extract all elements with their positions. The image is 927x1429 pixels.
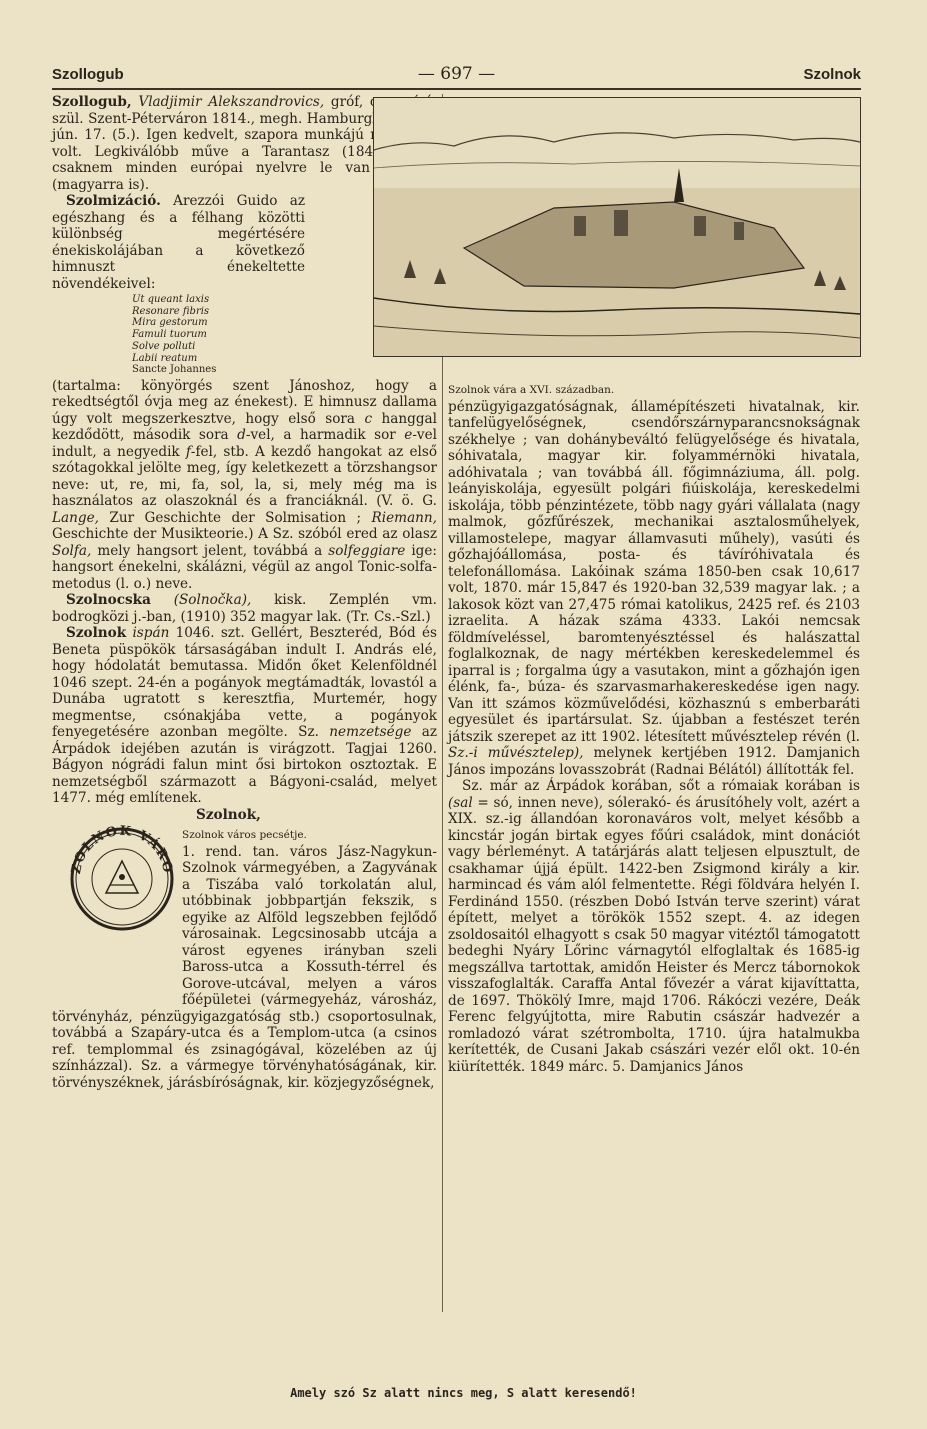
entry-text: -fel, stb. A kezdő hangokat az első szótagokkal jelölte meg, így keletkezett a törzshangsor neve: ut, re, mi, fa, sol, la, si, mely még ma is használatos az olaszoknál és a franciáknál. (V. ö. G.: [52, 443, 438, 510]
entry-text: gróf, orosz író, szül. Szent-Péterváron 1814., megh. Hamburgban 1882 jún. 17. (5.). Igen kedvelt, szapora munkájú regényíró volt. Legkiválóbb műve a Tarantasz (1845), mely csaknem minden európai nyelvre le van fordítva (magyarra is).: [52, 94, 437, 193]
seal-inscription: ZOLNOK VÁRO: [68, 823, 176, 876]
entry-text: -vel indult, a negyedik: [52, 427, 437, 460]
page-number: — 697 —: [417, 64, 496, 84]
entry-headword: Szolnok,: [196, 806, 261, 823]
header-left-word: Szollogub: [52, 66, 124, 83]
entry-headword: Szollogub,: [52, 94, 132, 110]
entry-text: Geschichte der Musikteorie.) A Sz. szóból ered az olasz: [52, 526, 437, 543]
hymn-line: Resonare fibris: [132, 305, 210, 317]
entry-szolnocska: [52, 592, 437, 625]
entry-text: Sz. már az Árpádok korában, sőt a rómaiak korában is: [462, 778, 860, 794]
entry-text: az Árpádok idejében azután is virágzott. Tagjai 1260. Bágyon nógrádi falun mint ősi birtokon osztoztak. E nemzetségből származott a Bágyoni-család, melyet 1477. még említenek.: [52, 724, 438, 807]
entry-text: pénzügyigazgatóságnak, államépítészeti hivatalnak, kir. tanfelügyelőségnek, csendőrszárnyparancsnokságnak székhelye ; van dohánybeváltó felügyelősége és hivatala, sóhivatala, magyar kir. folyammérnöki hivatala, adóhivatala ; van továbbá áll. főgimnáziuma, áll. polg. leányiskolája, egyesült polgári fiúiskolája, kereskedelmi iskolája, több pénzintézete, több nagy gyári vállalata (nagy malmok, gőzfűrészek, mechanikai asztalosműhelyek, villamostelepe, magyar államvasuti műhely), vasúti és gőzhajóállomása, posta- és távíróhivatala és telefonállomása. Lakóinak száma 1850-ben csak 10,617 volt, 1870. már 15,847 és 1920-ban 32,539 magyar lak. ; a lakosok közt van 27,475 római katolikus, 2425 ref. és 2103 izraelita. A házak száma 4333. Lakói nemcsak földmíveléssel, baromtenyésztéssel és halászattal foglalkoznak, de nagy mértékben kereskedelemmel és iparral is ; forgalma úgy a vasutakon, mint a gőzhajón igen élénk, fa-, búza- és szarvasmarhakereskedése igen nagy. Van itt számos közművelődési, közhasznú s emberbaráti egyesület és ipartársulat. Sz. újabban a festészet terén játszik szerepet az itt 1902. létesített művésztelep révén (l.: [448, 398, 860, 745]
hymn-line: Ut queant laxis: [132, 294, 210, 305]
entry-fullname: Vladjimir Alekszandrovics,: [138, 94, 325, 110]
engraving-caption: Szolnok vára a XVI. században.: [448, 384, 615, 396]
note-letter: e: [404, 427, 413, 444]
entry-text: -vel, a harmadik sor: [245, 427, 405, 444]
castle-engraving-figure: [368, 97, 866, 382]
entry-text: (tartalma: könyörgés szent Jánoshoz, hogy a rekedtségtől óvja meg az énekest). E himnusz dallama úgy volt megszerkesztve, hogy első sora: [52, 377, 437, 427]
entry-text: melynek kertjében 1912. Damjanich János impozáns lovasszobrát (Radnai Bélától) állították fel.: [448, 745, 861, 778]
running-header: [52, 62, 861, 86]
author-name: Riemann,: [371, 509, 437, 526]
hymn-line: Labii reatum: [132, 352, 198, 364]
header-right-word: Szolnok: [803, 66, 861, 83]
svg-text:SZOLNOK VÁROS: [66, 815, 175, 875]
hymn-line: Sancte Johannes: [132, 364, 217, 376]
hymn-line: Mira gestorum: [132, 317, 208, 329]
term: Solfa,: [52, 542, 92, 559]
entry-text: Arezzói Guido az egészhang és a félhang közötti különbség megértésére énekiskolájában a következő himnuszt énekeltette növendékeivel:: [52, 193, 305, 292]
right-column: [448, 94, 860, 1075]
entry-szolnok-ispan: [52, 625, 437, 807]
entry-headword: Szolnok: [66, 625, 127, 642]
term: (sal: [448, 794, 473, 811]
entry-szolnok-history: [448, 778, 860, 1075]
term: solfeggiare: [328, 542, 406, 559]
hymn-line: Famuli tuorum: [132, 329, 207, 341]
author-name: Lange,: [52, 509, 99, 526]
note-letter: f: [185, 443, 191, 460]
header-rule: [52, 88, 861, 90]
entry-headword: Szolnocska: [66, 592, 151, 609]
city-seal-image: [66, 815, 178, 945]
footer-note: Amely szó Sz alatt nincs meg, S alatt keresendő!: [290, 1386, 637, 1400]
entry-text: mely hangsort jelent, továbbá a: [91, 542, 329, 559]
entry-text: = só, innen neve), sólerakó- és árusítóhely volt, azért a XIX. sz.-ig állandóan koronaváros volt, melyet később a kincstár jogán birtak egyes főúri családok, mint donációt vagy bérleményt. A tatárjárás alatt teljesen elpusztult, de csakhamar újjá épült. 1422-ben Zsigmond király a kir. harmincad és vám alól felmentette. Régi földvára helyén I. Ferdinánd 1550. (részben Dobó István terve szerint) várat épített, melyet a törökök 1552 szept. 4. az idegen zsoldosaitól elhagyott s csak 50 magyar vitéztől támogatott bedeghi Nyáry Lőrinc várnagytól elfoglaltak és 1685-ig megszállva tartottak, amidőn Heister és Mercz tábornokok visszafoglalták. Caraffa Antal fővezér a várat kijavíttatta, de 1697. Thökölý Imre, majd 1706. Rákóczi vezére, Deák Ferenc felgyújtotta, mire Rabutin császár hadvezér a romladozó várat szétrombolta, 1710. újra hatalmukba kerítették, de Cusani Jakab császári vezér elől okt. 10-én kiürítették. 1849 márc. 5. Damjanics János: [448, 794, 860, 1075]
entry-headword: Szolmizáció.: [66, 193, 161, 209]
note-letter: c: [364, 410, 373, 427]
entry-alt-name: (Solnočka),: [173, 592, 252, 609]
entry-text: 1. rend. tan. város Jász-Nagykun-Szolnok vármegyében, a Zagyvának a Tiszába való torkolatán alul, utóbbinak jobbpartján fekszik, s egyike az Alföld legszebben fejlődő városainak. Legcsinosabb utcája a várost egyenes irányban szeli Baross-utca a Kossuth-térrel és Gorove-utcával, melyen a város főépületei (vármegyeház, városház, törvényház, pénzügyigazgatóság stb.) csoportosulnak, továbbá a Szapáry-utca és a Templom-utca (a csinos ref. templommal és zsinagógával, közelében az új színházzal). Sz. a vármegye törvényhatóságának, kir. törvényszéknek, járásbíróságnak, kir. közjegyzőségnek,: [52, 843, 437, 1091]
cross-reference: Sz.-i művésztelep),: [448, 745, 584, 761]
entry-title: ispán: [132, 625, 170, 642]
term: nemzetsége: [329, 724, 412, 741]
entry-text: ige: hangsort énekelni, skálázni, végül az angol Tonic-solfa-metodus (l. o.) neve.: [52, 542, 437, 592]
seal-caption: Szolnok város pecsétje.: [182, 829, 307, 842]
entry-szolmizacio-cont: [52, 378, 437, 593]
entry-text: Zur Geschichte der Solmisation ;: [98, 509, 372, 526]
city-seal-figure: [52, 815, 174, 995]
entry-text: kisk. Zemplén vm. bodrogközi j.-ban, (1910) 352 magyar lak. (Tr. Cs.-Szl.): [52, 592, 438, 625]
note-letter: d: [237, 427, 246, 444]
hymn-line: Solve polluti: [132, 340, 196, 352]
entry-text: 1046. szt. Gellért, Beszteréd, Bód és Beneta püspökök társaságában indult I. András elé, hogy hódolatát bemutassa. Midőn őket Kelenföldnél 1046 szept. 24-én a pogányok megtámadták, lovastól a Dunába ugratott s keresztfia, Murtemér, hogy megmentse, csónakjába vette, a pogányok fenyegetésére azonban megölte. Sz.: [52, 625, 437, 741]
castle-engraving-image: [373, 97, 861, 357]
entry-text: hanggal kezdődött, második sora: [52, 410, 437, 444]
